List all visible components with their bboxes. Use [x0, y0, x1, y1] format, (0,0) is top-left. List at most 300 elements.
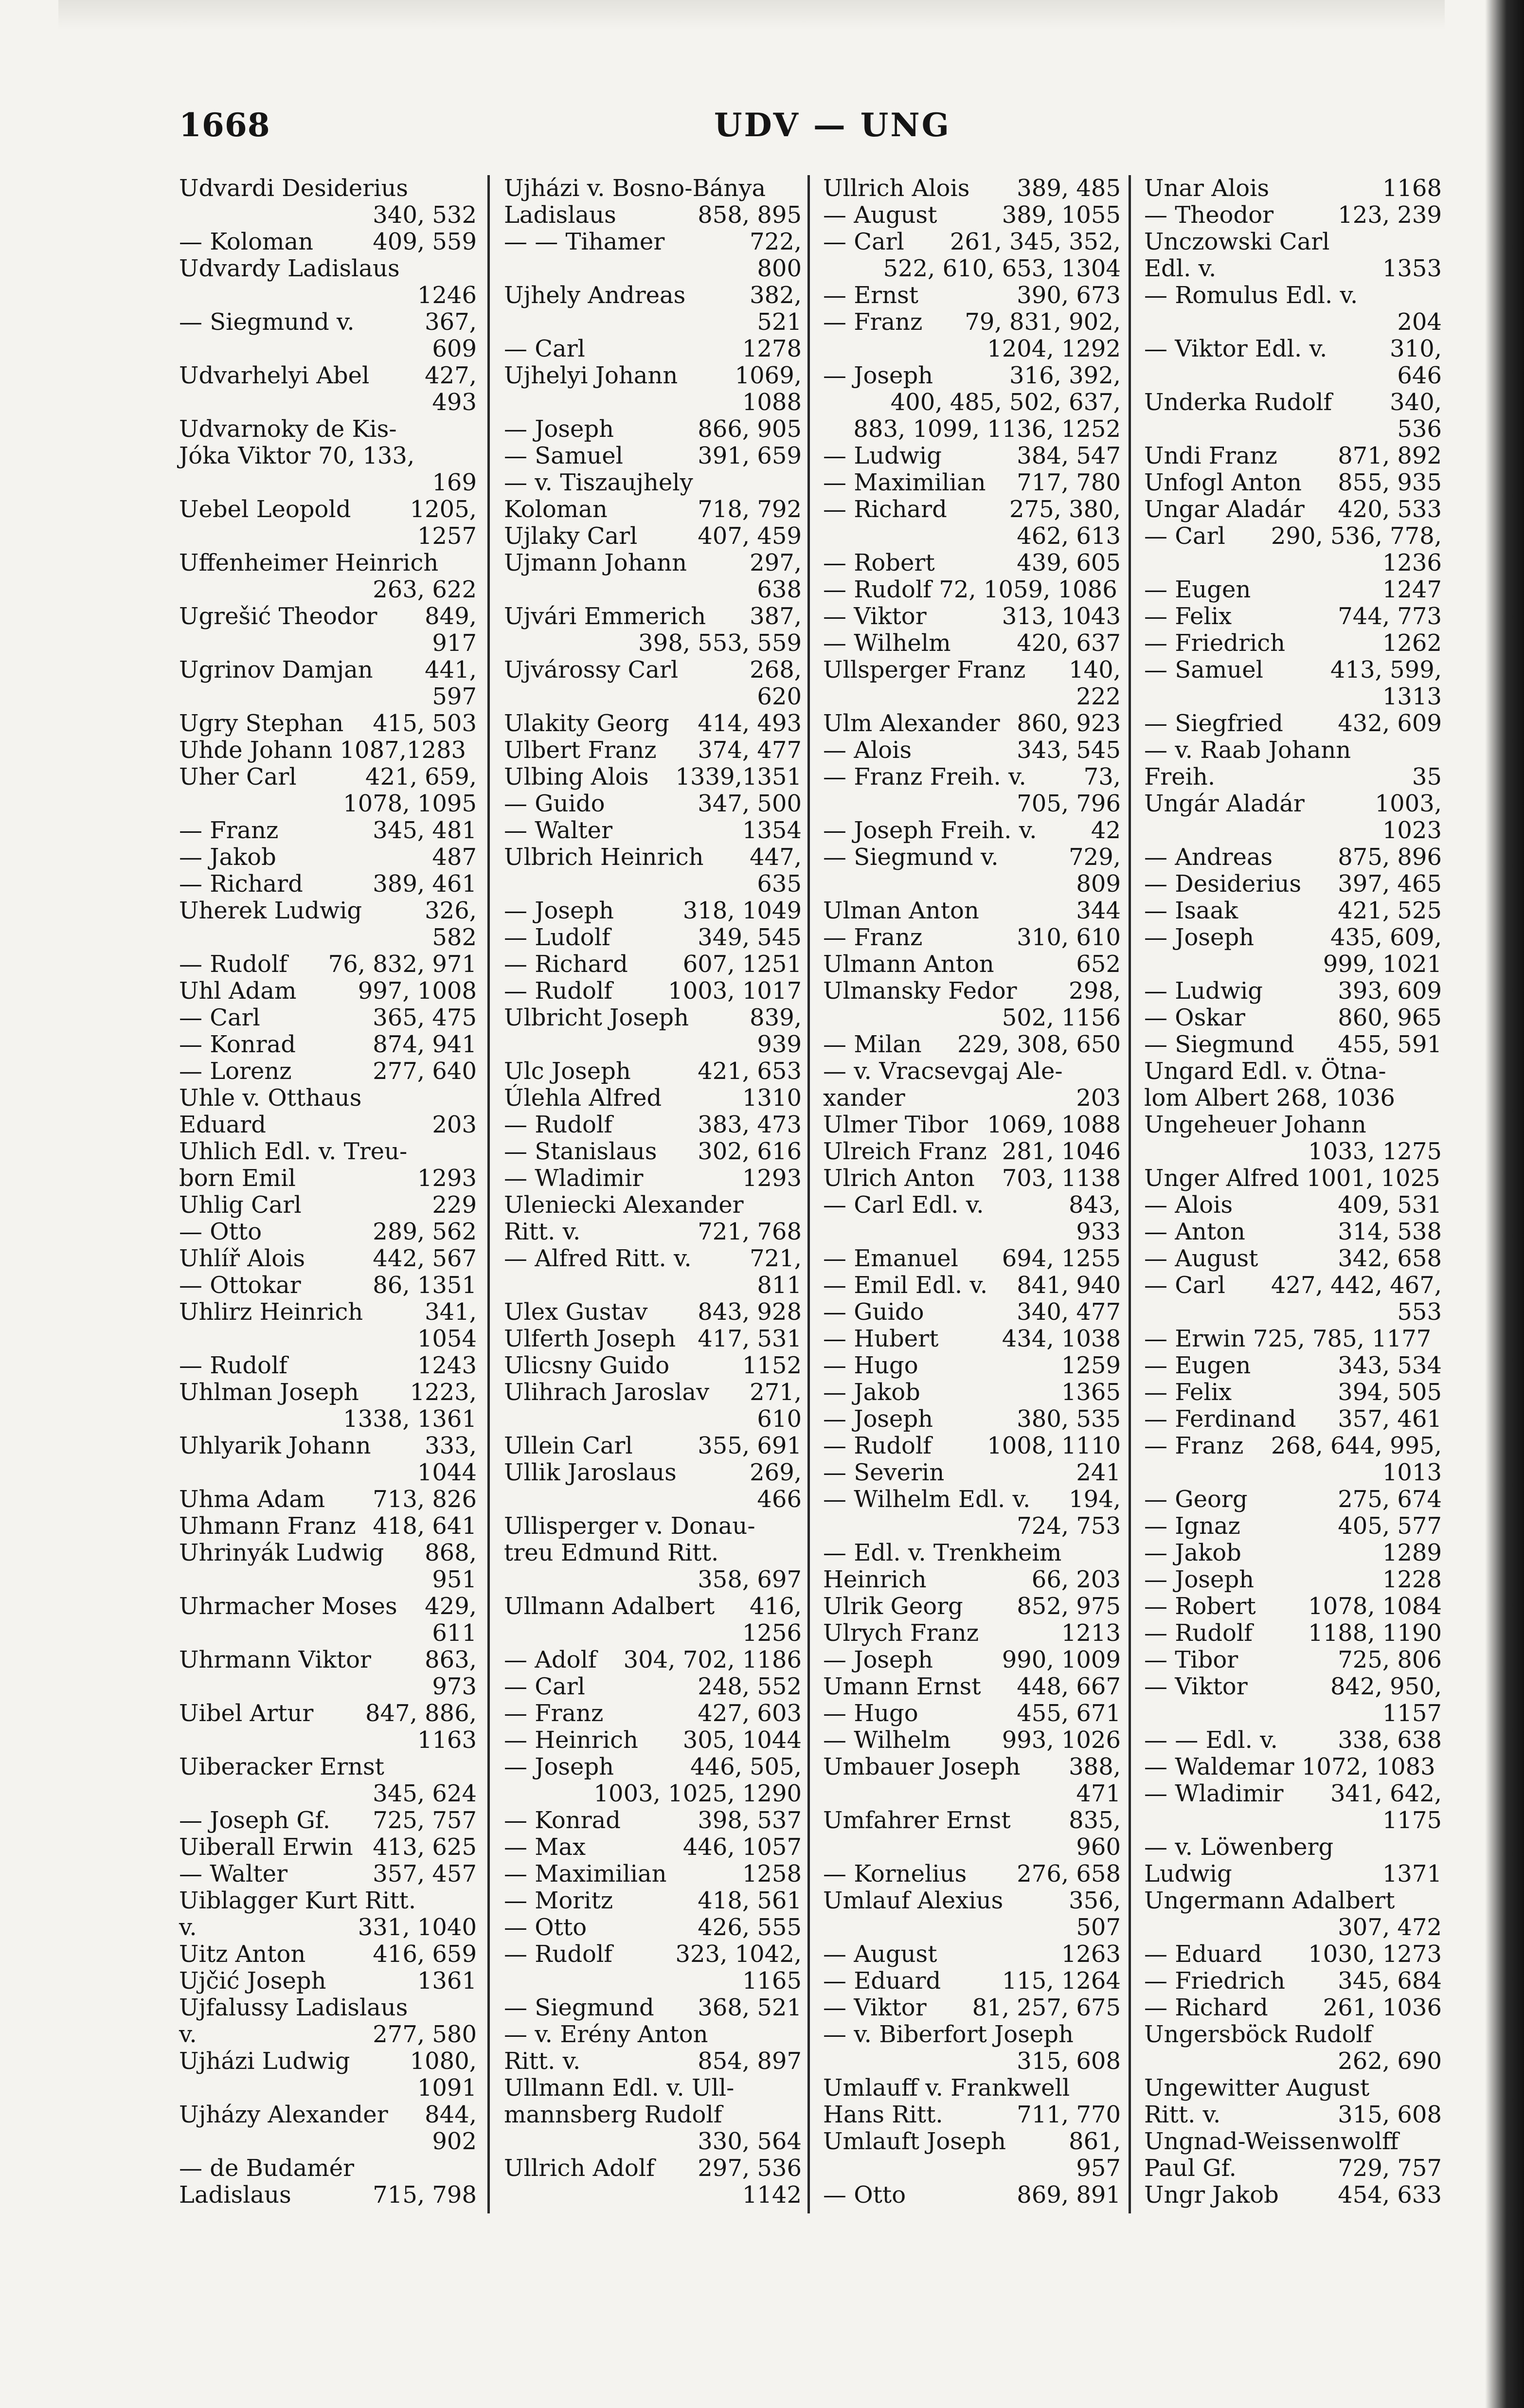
entry-pages: 860, 923 [1017, 710, 1121, 737]
entry-name: Jóka Viktor 70, 133, [179, 442, 415, 469]
entry-name: — Emanuel [823, 1245, 959, 1272]
entry-pages: 204 [1397, 308, 1442, 336]
index-line [179, 2021, 477, 2048]
entry-name: Ulakity Georg [504, 710, 669, 737]
entry-name: Ulreich Franz [823, 1138, 987, 1165]
entry-name: Umlauf Alexius [823, 1887, 1004, 1914]
entry-name: — de Budamér [179, 2155, 355, 2182]
entry-name: Ullrich Adolf [504, 2155, 655, 2182]
index-line [1144, 817, 1442, 844]
index-line [823, 1406, 1121, 1433]
index-line [504, 282, 802, 309]
entry-pages: 420, 533 [1338, 496, 1442, 523]
entry-name: Ungar Aladár [1144, 496, 1305, 523]
entry-name: — Carl [823, 228, 904, 255]
entry-name: — Lorenz [179, 1058, 292, 1085]
entry-pages: 960 [1076, 1833, 1121, 1861]
index-line [504, 1941, 802, 1968]
index-line [1144, 737, 1442, 764]
index-line [823, 255, 1121, 282]
index-line [1144, 603, 1442, 630]
index-line [179, 1887, 477, 1914]
entry-name: — Jakob [179, 844, 276, 871]
entry-name: Ulman Anton [823, 897, 979, 924]
entry-pages: 800 [757, 255, 802, 282]
index-line [504, 550, 802, 576]
index-line [504, 2155, 802, 2182]
entry-name: Uebel Leopold [179, 496, 351, 523]
entry-pages: 427, 603 [698, 1700, 802, 1727]
entry-name: Ladislaus [179, 2181, 291, 2209]
entry-name: Eduard [179, 1111, 266, 1138]
entry-pages: 203 [1076, 1084, 1121, 1112]
entry-pages: 455, 591 [1338, 1031, 1442, 1058]
entry-pages: 338, 638 [1338, 1726, 1442, 1754]
index-line [179, 1085, 477, 1112]
index-line [179, 1647, 477, 1673]
index-line [1144, 1299, 1442, 1326]
entry-pages: 314, 538 [1338, 1218, 1442, 1245]
entry-name: Ullik Jaroslaus [504, 1459, 677, 1486]
entry-name: — Alois [823, 737, 912, 764]
index-line [179, 282, 477, 309]
entry-pages: 1213 [1061, 1619, 1121, 1647]
entry-pages: 123, 239 [1338, 201, 1442, 229]
entry-pages: 493 [432, 389, 477, 416]
index-line [1144, 924, 1442, 951]
entry-name: Uhma Adam [179, 1486, 325, 1513]
entry-name: — Walter [179, 1860, 288, 1887]
entry-name: — Siegmund [1144, 1031, 1294, 1058]
entry-name: Ungár Aladár [1144, 790, 1305, 817]
entry-pages: 713, 826 [373, 1486, 477, 1513]
entry-pages: 281, 1046 [1002, 1138, 1121, 1165]
entry-pages: 262, 690 [1338, 2048, 1442, 2075]
index-line [504, 1165, 802, 1192]
entry-name: — Joseph [823, 362, 933, 389]
entry-pages: 993, 1026 [1002, 1726, 1121, 1754]
entry-name: Undi Franz [1144, 442, 1277, 469]
entry-pages: 997, 1008 [358, 977, 477, 1005]
index-line [504, 1727, 802, 1754]
index-line [823, 1727, 1121, 1754]
entry-pages: 261, 1036 [1323, 1994, 1442, 2021]
index-line [823, 1165, 1121, 1192]
entry-pages: 310, 610 [1017, 924, 1121, 951]
entry-name: — Romulus Edl. v. [1144, 282, 1358, 309]
entry-name: born Emil [179, 1165, 296, 1192]
index-line [823, 978, 1121, 1005]
entry-pages: 1033, 1275 [1308, 1138, 1442, 1165]
entry-pages: 835, [1069, 1807, 1121, 1834]
index-line [1144, 1673, 1442, 1700]
entry-pages: 1256 [742, 1619, 802, 1647]
index-line [504, 202, 802, 229]
index-line [179, 309, 477, 336]
index-line [823, 657, 1121, 683]
index-line [823, 1459, 1121, 1486]
entry-name: Ullmann Edl. v. Ull- [504, 2074, 735, 2102]
index-line [1144, 764, 1442, 791]
index-line [823, 898, 1121, 924]
entry-name: — Friedrich [1144, 629, 1286, 657]
index-line [504, 1219, 802, 1245]
entry-pages: 439, 605 [1017, 549, 1121, 576]
entry-name: — Rudolf [179, 951, 288, 978]
index-line [179, 737, 477, 764]
index-line [179, 817, 477, 844]
entry-name: v. [179, 2021, 197, 2048]
entry-name: — Rudolf [1144, 1619, 1253, 1647]
index-line [823, 175, 1121, 202]
index-line [504, 1647, 802, 1673]
entry-name: — Robert [1144, 1593, 1256, 1620]
index-line [823, 1834, 1121, 1861]
index-line [823, 1673, 1121, 1700]
index-line [1144, 1165, 1442, 1192]
entry-pages: 367, [425, 308, 477, 336]
index-line [1144, 1941, 1442, 1968]
index-line [179, 2075, 477, 2102]
entry-pages: 860, 965 [1338, 1004, 1442, 1031]
entry-name: — v. Biberfort Joseph [823, 2021, 1074, 2048]
entry-pages: 275, 380, [1009, 496, 1121, 523]
entry-pages: 1003, 1017 [668, 977, 802, 1005]
index-line [1144, 2182, 1442, 2209]
entry-pages: 462, 613 [1017, 522, 1121, 550]
index-line [179, 229, 477, 255]
index-line [1144, 2128, 1442, 2155]
entry-pages: 416, 659 [373, 1941, 477, 1968]
entry-pages: 855, 935 [1338, 469, 1442, 496]
index-line [823, 951, 1121, 978]
entry-name: Ulex Gustav [504, 1298, 648, 1326]
page-header [179, 106, 1405, 150]
index-column-1 [179, 175, 477, 2213]
entry-pages: 86, 1351 [373, 1272, 477, 1299]
index-line [179, 871, 477, 898]
entry-pages: 248, 552 [698, 1673, 802, 1700]
entry-pages: 446, 505, [690, 1753, 802, 1780]
entry-name: — Carl [504, 1673, 585, 1700]
index-line [1144, 576, 1442, 603]
entry-name: — Rudolf 72, 1059, 1086 [823, 576, 1117, 603]
entry-name: — Felix [1144, 603, 1232, 630]
entry-name: Ujhely Andreas [504, 282, 686, 309]
index-line [179, 1486, 477, 1513]
entry-name: Freih. [1144, 763, 1216, 791]
index-line [504, 1620, 802, 1647]
entry-name: — Joseph [1144, 924, 1255, 951]
index-line [179, 1459, 477, 1486]
index-line [1144, 1700, 1442, 1727]
index-line [504, 1754, 802, 1780]
index-line [179, 175, 477, 202]
index-line [1144, 978, 1442, 1005]
entry-name: Ullmann Adalbert [504, 1593, 715, 1620]
index-line [1144, 1861, 1442, 1887]
entry-pages: 330, 564 [698, 2128, 802, 2155]
index-line [179, 362, 477, 389]
entry-pages: 849, [425, 603, 477, 630]
index-line [1144, 389, 1442, 416]
entry-name: Unczowski Carl [1144, 228, 1330, 255]
index-line [823, 2102, 1121, 2128]
index-line [1144, 1058, 1442, 1085]
entry-pages: 646 [1397, 362, 1442, 389]
running-head: UDV — UNG [714, 106, 951, 144]
entry-pages: 717, 780 [1017, 469, 1121, 496]
index-line [823, 1245, 1121, 1272]
entry-name: — Carl [1144, 522, 1225, 550]
entry-pages: 1371 [1382, 1860, 1442, 1887]
entry-pages: 222 [1076, 683, 1121, 710]
entry-pages: 874, 941 [373, 1031, 477, 1058]
index-line [179, 2155, 477, 2182]
entry-pages: 76, 832, 971 [328, 951, 477, 978]
index-line [504, 1245, 802, 1272]
entry-name: — Joseph [504, 415, 614, 443]
index-line [1144, 1406, 1442, 1433]
entry-pages: 1243 [417, 1352, 477, 1379]
entry-pages: 389, 461 [373, 870, 477, 898]
entry-pages: 358, 697 [698, 1566, 802, 1593]
index-line [179, 1593, 477, 1620]
index-line [1144, 1968, 1442, 1995]
index-line [1144, 2102, 1442, 2128]
entry-pages: 383, 473 [698, 1111, 802, 1138]
index-line [1144, 229, 1442, 255]
entry-name: Ludwig [1144, 1860, 1232, 1887]
entry-name: — Anton [1144, 1218, 1245, 1245]
entry-pages: 715, 798 [373, 2181, 477, 2209]
entry-name: Udvardy Ladislaus [179, 255, 400, 282]
entry-name: — Hugo [823, 1352, 918, 1379]
entry-name: Ulrik Georg [823, 1593, 963, 1620]
index-line [823, 1299, 1121, 1326]
entry-name: — Max [504, 1833, 586, 1861]
entry-pages: 610 [757, 1405, 802, 1433]
entry-pages: 718, 792 [698, 496, 802, 523]
entry-pages: 1236 [1382, 549, 1442, 576]
entry-pages: 1278 [742, 335, 802, 362]
entry-pages: 315, 608 [1017, 2048, 1121, 2075]
entry-name: Ungermann Adalbert [1144, 1887, 1395, 1914]
entry-pages: 1023 [1382, 817, 1442, 844]
entry-name: — Richard [179, 870, 303, 898]
entry-name: — Richard [504, 951, 628, 978]
entry-name: Umbauer Joseph [823, 1753, 1021, 1780]
entry-name: — Siegmund v. [179, 308, 355, 336]
entry-name: — v. Erény Anton [504, 2021, 708, 2048]
entry-pages: 1247 [1382, 576, 1442, 603]
entry-pages: 809 [1076, 870, 1121, 898]
entry-pages: 349, 545 [698, 924, 802, 951]
entry-name: — Carl Edl. v. [823, 1191, 984, 1219]
entry-name: Ujfalussy Ladislaus [179, 1994, 408, 2021]
entry-name: — Konrad [179, 1031, 296, 1058]
index-line [504, 764, 802, 791]
entry-pages: 868, [425, 1539, 477, 1566]
index-line [1144, 1727, 1442, 1754]
entry-name: Ritt. v. [504, 2048, 581, 2075]
index-line [823, 496, 1121, 523]
entry-name: — Eugen [1144, 1352, 1251, 1379]
index-line [823, 710, 1121, 737]
entry-name: — Joseph [823, 1646, 933, 1673]
entry-pages: 276, 658 [1017, 1860, 1121, 1887]
index-line [179, 1138, 477, 1165]
entry-name: — Wilhelm [823, 1726, 951, 1754]
entry-pages: 811 [757, 1272, 802, 1299]
index-line [1144, 1245, 1442, 1272]
index-line [504, 1058, 802, 1085]
entry-name: Uhlíř Alois [179, 1245, 305, 1272]
entry-pages: 1175 [1382, 1807, 1442, 1834]
entry-pages: 1152 [742, 1352, 802, 1379]
entry-pages: 417, 531 [698, 1325, 802, 1352]
entry-pages: 389, 1055 [1002, 201, 1121, 229]
index-line [504, 336, 802, 362]
index-line [179, 898, 477, 924]
entry-pages: 471 [1076, 1780, 1121, 1807]
entry-name: — Rudolf [823, 1432, 932, 1459]
entry-name: — Wladimir [1144, 1780, 1284, 1807]
entry-pages: 711, 770 [1017, 2101, 1121, 2128]
index-line [179, 550, 477, 576]
index-line [179, 683, 477, 710]
index-columns [179, 175, 1442, 2213]
index-line [823, 1513, 1121, 1540]
index-line [1144, 951, 1442, 978]
entry-pages: 1168 [1382, 175, 1442, 202]
entry-name: Ulenіecki Alexander [504, 1191, 744, 1219]
index-line [179, 443, 477, 469]
entry-pages: 847, 886, [365, 1700, 477, 1727]
entry-pages: 611 [432, 1619, 477, 1647]
index-line [1144, 496, 1442, 523]
entry-pages: 341, 642, [1330, 1780, 1442, 1807]
entry-pages: 340, 532 [373, 201, 477, 229]
entry-name: Unar Alois [1144, 175, 1270, 202]
entry-name: Ujházi v. Bosno-Bánya [504, 175, 766, 202]
entry-pages: 721, 768 [698, 1218, 802, 1245]
entry-pages: 290, 536, 778, [1271, 522, 1442, 550]
entry-name: Ungnad-Weissenwolff [1144, 2128, 1399, 2155]
entry-pages: 933 [1076, 1218, 1121, 1245]
index-line [823, 2182, 1121, 2209]
index-line [179, 1272, 477, 1299]
entry-pages: 435, 609, [1330, 924, 1442, 951]
entry-pages: 289, 562 [373, 1218, 477, 1245]
entry-pages: 394, 505 [1338, 1379, 1442, 1406]
index-line [504, 229, 802, 255]
entry-pages: 345, 481 [373, 817, 477, 844]
entry-pages: 1188, 1190 [1308, 1619, 1442, 1647]
index-line [179, 2182, 477, 2209]
entry-name: Ungeheuer Johann [1144, 1111, 1366, 1138]
entry-pages: 393, 609 [1338, 977, 1442, 1005]
entry-name: — Friedrich [1144, 1967, 1286, 1995]
index-line [504, 175, 802, 202]
entry-name: Ujčić Joseph [179, 1967, 326, 1995]
entry-name: — Richard [823, 496, 947, 523]
index-line [179, 978, 477, 1005]
entry-name: — v. Löwenberg [1144, 1833, 1334, 1861]
index-line [823, 576, 1121, 603]
index-line [823, 924, 1121, 951]
entry-pages: 725, 757 [373, 1807, 477, 1834]
entry-pages: 409, 531 [1338, 1191, 1442, 1219]
entry-pages: 841, 940 [1017, 1272, 1121, 1299]
index-line [823, 523, 1121, 550]
entry-name: — August [823, 201, 937, 229]
index-line [504, 389, 802, 416]
index-line [179, 1352, 477, 1379]
index-line [179, 1834, 477, 1861]
index-line [1144, 2155, 1442, 2182]
entry-pages: 1088 [742, 389, 802, 416]
entry-name: — Rudolf [504, 977, 613, 1005]
index-line [823, 1272, 1121, 1299]
index-line [504, 1272, 802, 1299]
entry-name: — Georg [1144, 1486, 1248, 1513]
index-line [504, 844, 802, 871]
entry-pages: 413, 625 [373, 1833, 477, 1861]
entry-pages: 703, 1138 [1002, 1165, 1121, 1192]
entry-pages: 382, [750, 282, 802, 309]
index-line [504, 2021, 802, 2048]
entry-name: Ulbricht Joseph [504, 1004, 689, 1031]
entry-pages: 1091 [417, 2074, 477, 2102]
entry-name: — Rudolf [504, 1111, 613, 1138]
entry-name: — Franz [179, 817, 279, 844]
entry-name: — Joseph [1144, 1566, 1255, 1593]
entry-name: — Otto [179, 1218, 262, 1245]
index-line [504, 1352, 802, 1379]
index-line [823, 2021, 1121, 2048]
entry-pages: 521 [757, 308, 802, 336]
column-rule [807, 175, 810, 2213]
index-line [1144, 1593, 1442, 1620]
entry-pages: 871, 892 [1338, 442, 1442, 469]
index-line [1144, 1352, 1442, 1379]
entry-pages: 420, 637 [1017, 629, 1121, 657]
index-line [179, 1245, 477, 1272]
entry-name: — August [1144, 1245, 1258, 1272]
index-line [179, 1620, 477, 1647]
entry-pages: 1338, 1361 [343, 1405, 477, 1433]
entry-pages: 553 [1397, 1298, 1442, 1326]
index-line [179, 1219, 477, 1245]
entry-name: Udvarhelyi Abel [179, 362, 370, 389]
index-line [1144, 362, 1442, 389]
entry-name: — Tibor [1144, 1646, 1238, 1673]
entry-name: — Joseph [504, 1753, 614, 1780]
index-line [1144, 469, 1442, 496]
index-line [179, 1112, 477, 1138]
entry-name: — Ludolf [504, 924, 610, 951]
index-line [179, 1058, 477, 1085]
index-line [504, 1968, 802, 1995]
index-column-4 [1144, 175, 1442, 2213]
entry-name: Ulrich Anton [823, 1165, 975, 1192]
index-line [823, 443, 1121, 469]
entry-name: Uhlman Joseph [179, 1379, 359, 1406]
entry-name: Ullsperger Franz [823, 656, 1026, 683]
entry-pages: 268, [750, 656, 802, 683]
index-line [1144, 2048, 1442, 2075]
